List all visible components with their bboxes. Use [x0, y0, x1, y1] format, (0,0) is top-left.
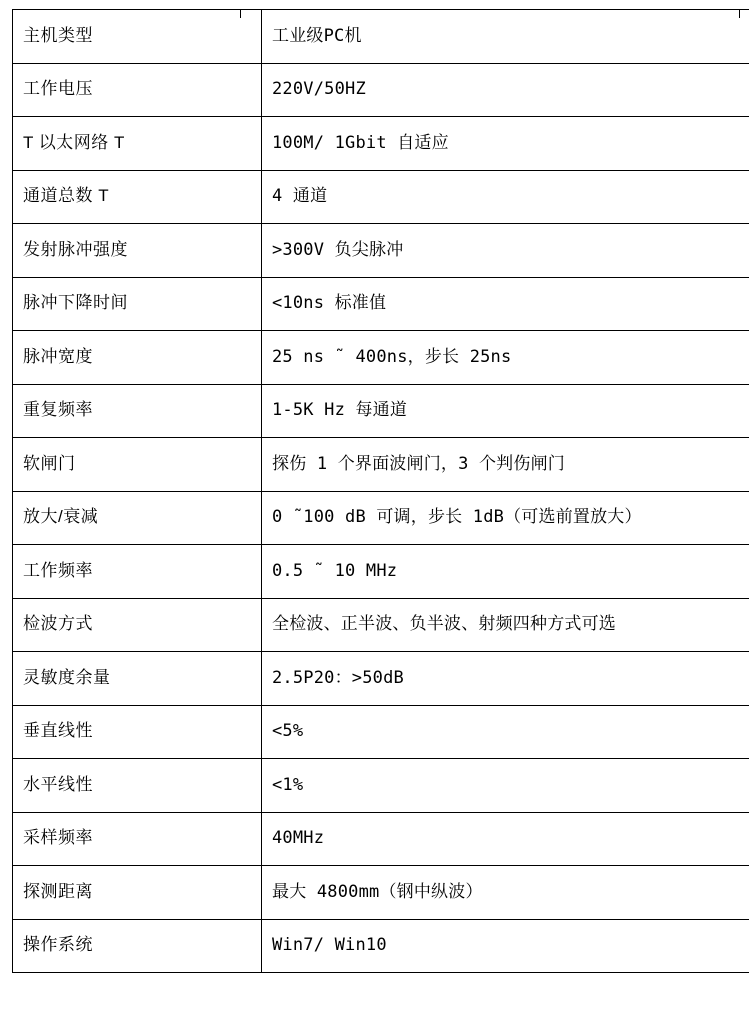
- row-label: 软闸门: [13, 438, 262, 492]
- table-row: [13, 866, 749, 920]
- table-row: [13, 277, 749, 331]
- row-value: 220V/50HZ: [262, 63, 749, 117]
- table-row: [13, 63, 749, 117]
- table-row: [13, 598, 749, 652]
- table-row: [13, 545, 749, 599]
- row-value: 最大 4800mm（钢中纵波）: [262, 866, 749, 920]
- table-row: [13, 812, 749, 866]
- row-label: 水平线性: [13, 759, 262, 813]
- row-label: 检波方式: [13, 598, 262, 652]
- row-value: <10ns 标准值: [262, 277, 749, 331]
- row-label: 采样频率: [13, 812, 262, 866]
- row-label: 操作系统: [13, 919, 262, 973]
- row-value: Win7/ Win10: [262, 919, 749, 973]
- row-value: <1%: [262, 759, 749, 813]
- row-value: 2.5P20：>50dB: [262, 652, 749, 706]
- row-label: 脉冲下降时间: [13, 277, 262, 331]
- table-row: [13, 170, 749, 224]
- row-value: 100M/ 1Gbit 自适应: [262, 117, 749, 171]
- row-label: 放大/衰减: [13, 491, 262, 545]
- row-value: 探伤 1 个界面波闸门，3 个判伤闸门: [262, 438, 749, 492]
- table-body: [13, 10, 749, 973]
- row-label: 探测距离: [13, 866, 262, 920]
- row-label: 工作频率: [13, 545, 262, 599]
- row-value: <5%: [262, 705, 749, 759]
- row-value: 25 ns ˜ 400ns，步长 25ns: [262, 331, 749, 385]
- table-row: [13, 384, 749, 438]
- table-row: [13, 117, 749, 171]
- row-label: 垂直线性: [13, 705, 262, 759]
- table-row: [13, 331, 749, 385]
- row-value: >300V 负尖脉冲: [262, 224, 749, 278]
- table-row: [13, 438, 749, 492]
- row-value: 工业级PC机: [262, 10, 749, 64]
- row-label: 重复频率: [13, 384, 262, 438]
- table-row: [13, 919, 749, 973]
- row-label: 脉冲宽度: [13, 331, 262, 385]
- row-label: 发射脉冲强度: [13, 224, 262, 278]
- table-row: [13, 491, 749, 545]
- table-row: [13, 759, 749, 813]
- table-row: [13, 652, 749, 706]
- row-label: 主机类型: [13, 10, 262, 64]
- row-value: 0 ˜100 dB 可调，步长 1dB（可选前置放大）: [262, 491, 749, 545]
- table-top-edge: [12, 9, 740, 18]
- row-value: 全检波、正半波、负半波、射频四种方式可选: [262, 598, 749, 652]
- row-value: 0.5 ˜ 10 MHz: [262, 545, 749, 599]
- row-value: 4 通道: [262, 170, 749, 224]
- document-page: [0, 9, 749, 1011]
- row-label: 灵敏度余量: [13, 652, 262, 706]
- row-label: 通道总数 T: [13, 170, 262, 224]
- table-row: [13, 705, 749, 759]
- row-value: 1-5K Hz 每通道: [262, 384, 749, 438]
- row-value: 40MHz: [262, 812, 749, 866]
- row-label: 工作电压: [13, 63, 262, 117]
- table-row: [13, 224, 749, 278]
- row-label: T 以太网络 T: [13, 117, 262, 171]
- specification-table: [12, 9, 749, 973]
